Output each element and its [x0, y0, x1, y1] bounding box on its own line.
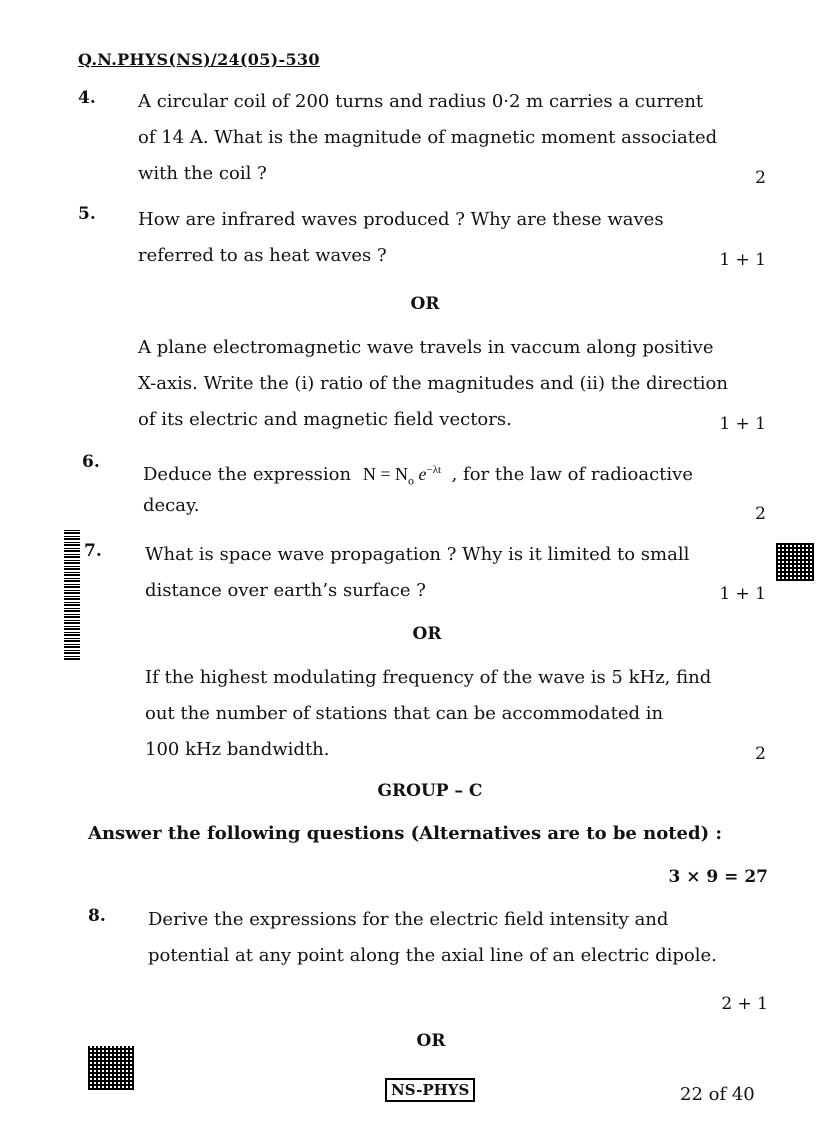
group-c-heading: GROUP – C [377, 781, 483, 801]
question-6-suffix: , for the law of radioactive [451, 464, 693, 485]
group-c-marks: 3 × 9 = 27 [668, 867, 768, 887]
question-number-5: 5. [78, 204, 96, 224]
footer-subject-code: NS-PHYS [385, 1078, 475, 1102]
question-7-marks: 1 + 1 [719, 584, 766, 604]
question-5-alternative-marks: 1 + 1 [719, 414, 766, 434]
or-separator: OR [410, 294, 440, 314]
question-6-marks: 2 [755, 504, 766, 524]
formula-exponent: −λt [426, 464, 442, 476]
question-5-line: referred to as heat waves ? [138, 245, 387, 266]
question-7-alt-line: If the highest modulating frequency of the wave is 5 kHz, find [145, 667, 712, 688]
question-6-text [143, 452, 765, 499]
question-6-prefix: Deduce the expression [143, 464, 352, 485]
formula-e: e [418, 464, 427, 484]
question-number-8: 8. [88, 906, 106, 926]
decay-formula [362, 464, 446, 488]
question-number-7: 7. [84, 541, 102, 561]
question-7-line: What is space wave propagation ? Why is it limited to small [145, 544, 690, 565]
question-7-alt-line: 100 kHz bandwidth. [145, 739, 330, 760]
question-4-line: A circular coil of 200 turns and radius 0·2 m carries a current [138, 91, 704, 112]
question-number-6: 6. [82, 452, 100, 472]
question-7-line: distance over earth’s surface ? [145, 580, 426, 601]
side-qr-code-image [776, 543, 814, 581]
question-7-text [145, 537, 765, 609]
question-4-text [138, 84, 766, 192]
paper-code-header: Q.N.PHYS(NS)/24(05)-530 [78, 50, 320, 69]
or-separator: OR [416, 1031, 446, 1051]
question-5-alt-line: X-axis. Write the (i) ratio of the magnitudes and (ii) the direction [138, 373, 728, 394]
question-7-alternative-marks: 2 [755, 744, 766, 764]
question-7-alternative-text [145, 660, 765, 768]
question-8-line: potential at any point along the axial line of an electric dipole. [148, 945, 717, 966]
formula-lhs: N = N [362, 464, 408, 484]
question-8-text [148, 902, 768, 974]
question-5-alt-line: A plane electromagnetic wave travels in vaccum along positive [138, 337, 714, 358]
question-8-marks: 2 + 1 [721, 994, 768, 1014]
formula-subscript: o [408, 473, 414, 488]
question-number-4: 4. [78, 88, 96, 108]
question-4-marks: 2 [755, 168, 766, 188]
question-5-text [138, 202, 766, 274]
question-5-alternative-text [138, 330, 766, 438]
question-8-line: Derive the expressions for the electric field intensity and [148, 909, 669, 930]
or-separator: OR [412, 624, 442, 644]
page-number: 22 of 40 [680, 1084, 755, 1105]
question-5-marks: 1 + 1 [719, 250, 766, 270]
footer-qr-code-image [88, 1046, 134, 1090]
question-5-line: How are infrared waves produced ? Why are these waves [138, 209, 664, 230]
side-barcode-image [64, 528, 80, 660]
question-4-line: of 14 A. What is the magnitude of magnetic moment associated [138, 127, 718, 148]
question-4-line: with the coil ? [138, 163, 267, 184]
question-7-alt-line: out the number of stations that can be accommodated in [145, 703, 664, 724]
question-6-line2: decay. [143, 495, 200, 516]
question-5-alt-line: of its electric and magnetic field vectors. [138, 409, 512, 430]
group-c-instruction: Answer the following questions (Alternatives are to be noted) : [88, 823, 723, 844]
